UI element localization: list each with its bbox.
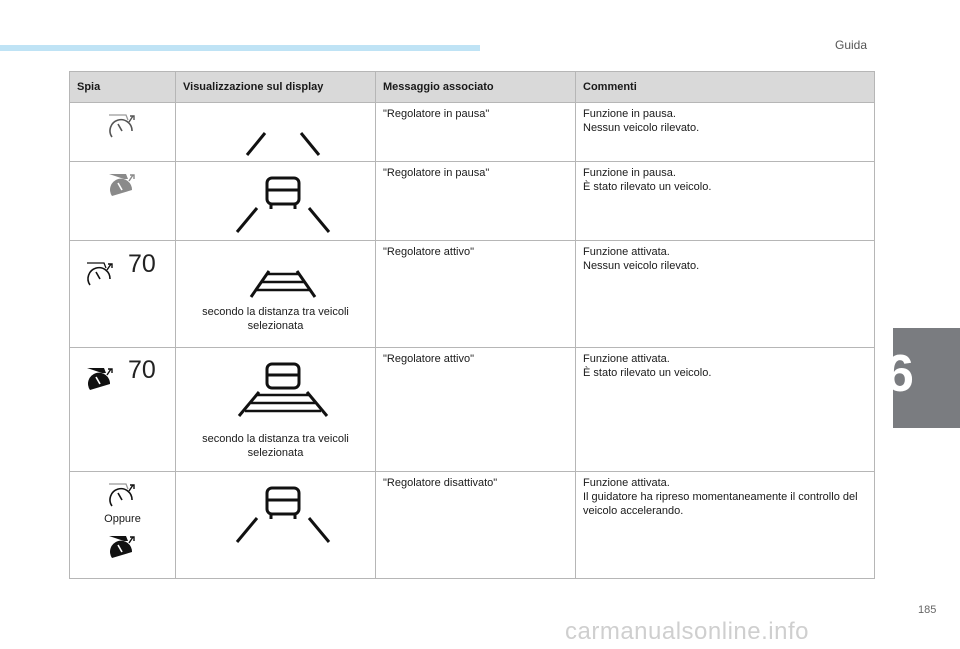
- header-spia: Spia: [70, 72, 176, 103]
- vehicle-distance-lines-icon: [183, 360, 383, 418]
- table-header-row: [70, 72, 875, 103]
- section-title: Guida: [835, 38, 868, 52]
- comment-cell: [576, 103, 875, 162]
- table-row: [70, 241, 875, 348]
- spia-cell: [70, 103, 176, 162]
- message-cell: "Regolatore in pausa": [376, 103, 576, 162]
- cruise-control-filled-icon: [106, 532, 140, 560]
- spia-cell: [70, 241, 176, 348]
- table-row: [70, 472, 875, 579]
- spia-cell: [70, 348, 176, 472]
- cruise-control-filled-icon: [84, 364, 118, 392]
- cruise-control-outline-icon: [106, 480, 140, 508]
- display-cell: [176, 241, 376, 348]
- comment-line: Funzione attivata.: [583, 477, 670, 489]
- spia-cell: [70, 162, 176, 241]
- table-row: [70, 162, 875, 241]
- message-cell: "Regolatore in pausa": [376, 162, 576, 241]
- display-cell: [176, 162, 376, 241]
- table-row: [70, 348, 875, 472]
- chapter-tab: [885, 328, 960, 428]
- comment-cell: [576, 472, 875, 579]
- speed-value: 70: [128, 250, 156, 278]
- comment-line: Il guidatore ha ripreso momentaneamente il controllo del veicolo accelerando.: [583, 491, 858, 517]
- vehicle-ahead-lanes-icon: [183, 482, 383, 544]
- header-display: Visualizzazione sul display: [176, 72, 376, 103]
- comment-line: È stato rilevato un veicolo.: [583, 367, 712, 379]
- top-accent-bar: [0, 45, 480, 51]
- lane-lines-icon: [183, 119, 383, 157]
- display-cell: [176, 472, 376, 579]
- cruise-control-outline-icon: [106, 111, 140, 139]
- display-caption: secondo la distanza tra veicoli selezionata: [202, 433, 349, 459]
- page-number: 185: [918, 604, 937, 616]
- spia-cell: [70, 472, 176, 579]
- message-cell: "Regolatore attivo": [376, 348, 576, 472]
- header-comments: Commenti: [576, 72, 875, 103]
- display-cell: [176, 103, 376, 162]
- message-cell: "Regolatore disattivato": [376, 472, 576, 579]
- distance-lines-icon: [183, 265, 383, 303]
- comment-line: Funzione in pausa.: [583, 167, 676, 179]
- comment-line: Funzione in pausa.: [583, 108, 676, 120]
- vehicle-ahead-lanes-icon: [183, 172, 383, 234]
- comment-line: Funzione attivata.: [583, 353, 670, 365]
- speed-value: 70: [128, 356, 156, 384]
- comment-line: Nessun veicolo rilevato.: [583, 122, 700, 134]
- comment-cell: [576, 241, 875, 348]
- comment-line: Nessun veicolo rilevato.: [583, 260, 700, 272]
- message-cell: "Regolatore attivo": [376, 241, 576, 348]
- display-cell: [176, 348, 376, 472]
- comment-line: È stato rilevato un veicolo.: [583, 181, 712, 193]
- indicator-table: [69, 71, 875, 579]
- cruise-control-outline-icon: [84, 259, 118, 287]
- header-message: Messaggio associato: [376, 72, 576, 103]
- comment-cell: [576, 348, 875, 472]
- cruise-control-filled-grey-icon: [106, 170, 140, 198]
- alternative-label: Oppure: [104, 513, 141, 525]
- comment-line: Funzione attivata.: [583, 246, 670, 258]
- table-row: [70, 103, 875, 162]
- comment-cell: [576, 162, 875, 241]
- watermark: carmanualsonline.info: [565, 618, 809, 645]
- chapter-number: 6: [885, 345, 914, 403]
- display-caption: secondo la distanza tra veicoli selezionata: [202, 306, 349, 332]
